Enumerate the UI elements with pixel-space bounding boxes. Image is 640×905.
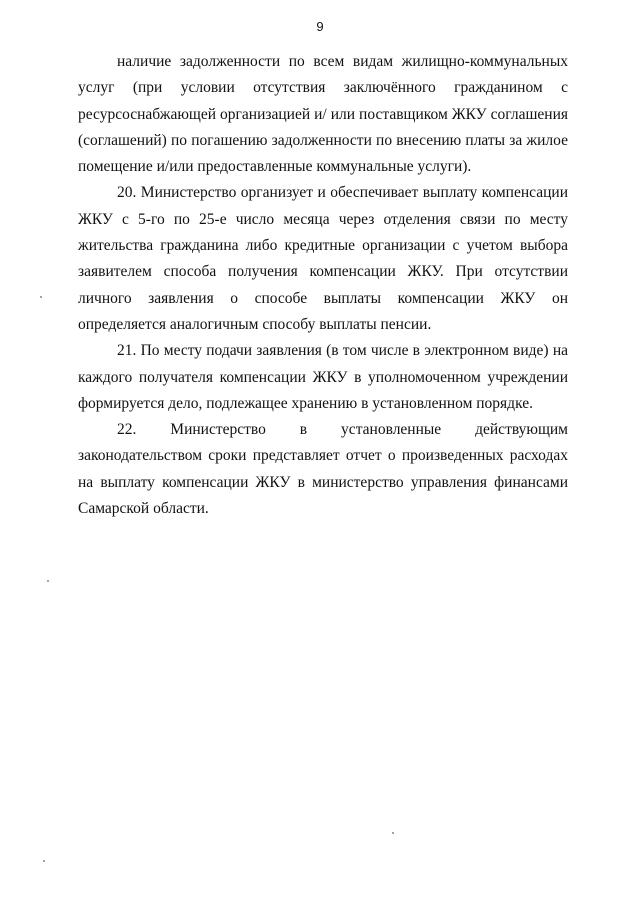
scan-speck xyxy=(40,296,42,298)
document-body xyxy=(78,49,568,522)
scan-speck xyxy=(392,832,394,834)
paragraph-20-payment: 20. Министерство организует и обеспечивает выплату компенсации ЖКУ с 5-го по 25-е число месяца через отделения связи по месту жительства гражданина либо кредитные организации с учетом выбора заявителем способа получения компенсации ЖКУ. При отсутствии личного заявления о способе выплаты компенсации ЖКУ он определяется аналогичным способу выплаты пенсии. xyxy=(78,184,568,333)
page-number: 9 xyxy=(316,19,324,34)
paragraph-21-case-file: 21. По месту подачи заявления (в том числе в электронном виде) на каждого получателя компенсации ЖКУ в уполномоченном учреждении формируется дело, подлежащее хранению в установленном порядке. xyxy=(78,342,568,412)
paragraph-22-report: 22. Министерство в установленные действующим законодательством сроки представляет отчет о произведенных расходах на выплату компенсации ЖКУ в министерство управления финансами Самарской области. xyxy=(78,421,568,518)
scan-speck xyxy=(43,860,45,862)
scan-speck xyxy=(47,580,49,582)
paragraph-debt-condition: наличие задолженности по всем видам жилищно-коммунальных услуг (при условии отсутствия заключённого гражданином с ресурсоснабжающей организацией и/ или поставщиком ЖКУ соглашения (соглашений) по погашению задолженности по внесению платы за жилое помещение и/или предоставленные коммунальные услуги). xyxy=(78,53,568,176)
